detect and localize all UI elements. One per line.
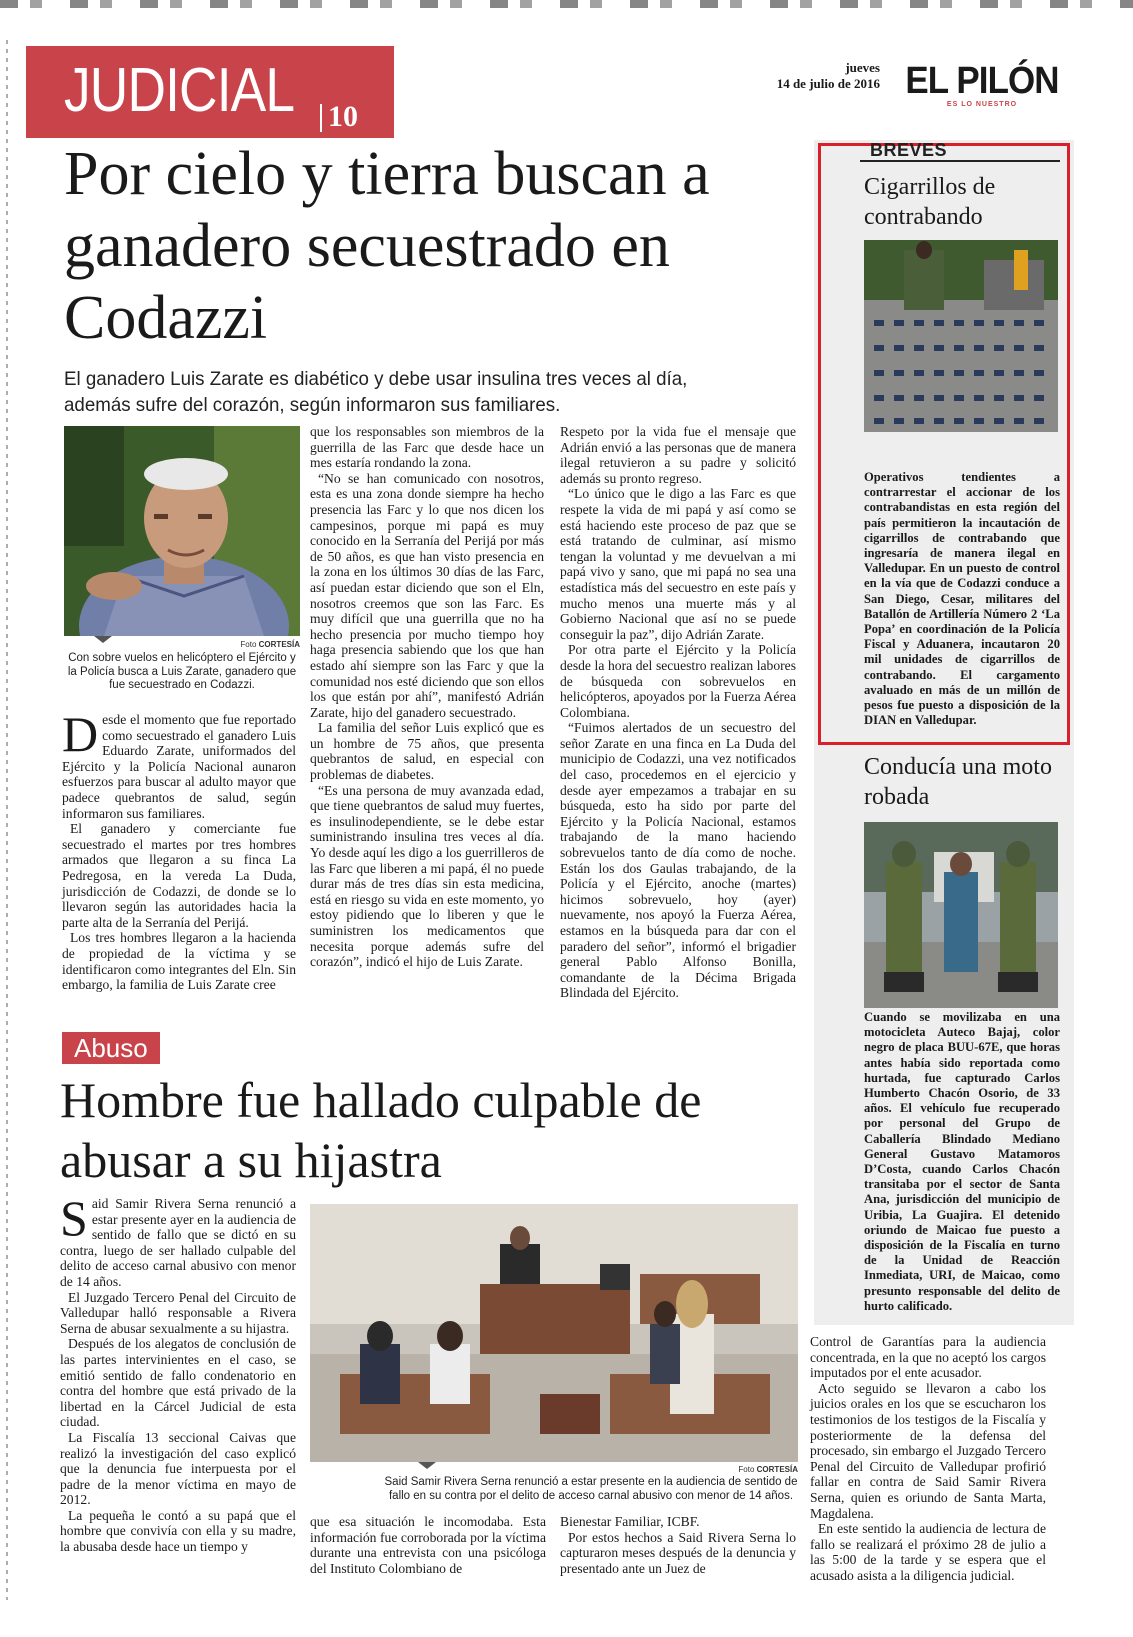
- photo-caption: Con sobre vuelos en helicóptero el Ejército y la Policía busca a Luis Zarate, ganadero que fue secuestrado en Codazzi.: [67, 652, 297, 691]
- moto-photo: [864, 822, 1058, 1008]
- ganadero-photo: [64, 426, 300, 636]
- moto-image: [864, 822, 1058, 1008]
- abuse-drop-cap: S: [60, 1190, 88, 1246]
- breves-underline: [860, 160, 1060, 162]
- main-headline: Por cielo y tierra buscan a ganadero secuestrado en Codazzi: [64, 140, 710, 352]
- abuse-col2: que esa situación le incomodaba. Esta información fue corroborada por la víctima durante una entrevista con una psicóloga del Instituto Colombiano de: [310, 1514, 546, 1576]
- left-stitch: [6, 40, 8, 1600]
- page-number-divider: [320, 104, 322, 132]
- issue-weekday: jueves: [845, 60, 880, 75]
- court-photo-pointer: [418, 1462, 436, 1469]
- main-deck: El ganadero Luis Zarate es diabético y debe usar insulina tres veces al día, además sufre del corazón, según informaron sus familiares.: [64, 368, 688, 416]
- drop-cap: D: [62, 706, 99, 762]
- abuse-col4: Control de Garantías para la audiencia concentrada, en la que no aceptó los cargos imputados por el ente acusador. Acto seguido se llevaron a cabo los juicios orales en los que se escucharon los testimonios de los testigos de la Fiscalía y posteriormente de la defensa del procesado, sin embargo el Juzgado Tercero Penal del Circuito de Valledupar profirió fallar en contra de Said Samir Rivera Serna, quien es oriundo de Santa Marta, Magdalena. En este sentido la audiencia de lectura de fallo se realizará el próximo 28 de julio a las 5:00 de la tarde y se espera que el acusado asista a la diligencia judicial.: [810, 1334, 1046, 1583]
- breve2-text: Cuando se movilizaba en una motocicleta Auteco Bajaj, color negro de placa BUU-67E, que horas antes había sido reportada como hurtada, fue capturado Carlos Humberto Chacón Osorio, de 33 años. El vehículo fue recuperado por personal del Grupo de Caballería Blindado Mediano General Gustavo Matamoros D’Costa, cuando Carlos Chacón transitaba por el sector de Santa Ana, jurisdicción del municipio de Uribia, La Guajira. El detenido oriundo de Maicao fue puesto a disposición de la Fiscalía en turno de la Unidad de Reacción Inmediata, URI, de Maicao, como presunto responsable del delito de hurto calificado.: [864, 1010, 1060, 1313]
- masthead-logo: EL PILÓN: [905, 60, 1059, 102]
- main-col2: que los responsables son miembros de la guerrilla de las Farc que desde hace un mes estaría rondando la zona. “No se han comunicado con nosotros, esta es una zona donde siempre ha hecho presencia las Farc y lo que nos dicen los campesinos, porque mi papá es muy conocido en la Serranía del Perijá por más de 50 años, es que han visto presencia en la zona en los últimos 30 días de las Farc, así puedan estar diciendo que son el Eln, nosotros creemos que son las Farc. Es muy difícil que una guerrilla que no ha hecho presencia por mucho tiempo hoy haga presencia sabiendo que los que han estado ahí siempre son las Farc y que la comunidad nos esté diciendo que son ellos los que están por ahí”, manifestó Adrián Zarate, hijo del ganadero secuestrado. La familia del señor Luis explicó que es un hombre de 75 años, que presenta quebrantos de salud, en especial con problemas de diabetes. “Es una persona de muy avanzada edad, que tiene quebrantos de salud muy fuertes, es insulinodependiente, se le debe estar suministrando insulina tres veces al día. Yo desde aquí les digo a los guerrilleros de las Farc que liberen a mi papá, él no puede durar más de tres días sin esta medicina, está en riesgo su vida en este momento, yo estoy pidiendo que lo liberen y que le suministren los medicamentos que necesita porque además sufre del corazón”, indicó el hijo de Luis Zarate.: [310, 424, 544, 970]
- breve1-title: Cigarrillos de contrabando: [864, 174, 996, 230]
- page-number: 10: [328, 100, 358, 133]
- courtroom-photo: [310, 1204, 798, 1462]
- photo-credit: Foto CORTESÍA: [240, 640, 300, 649]
- court-photo-credit: Foto CORTESÍA: [738, 1465, 798, 1474]
- top-edge: [0, 0, 1133, 8]
- breve2-title: Conducía una moto robada: [864, 754, 1052, 810]
- cigarrillos-image: [864, 240, 1058, 432]
- court-photo-caption: Said Samir Rivera Serna renunció a estar presente en la audiencia de sentido de fallo en su contra por el delito de acceso carnal abusivo con menor de 14 años.: [384, 1476, 798, 1502]
- courtroom-image: [310, 1204, 798, 1462]
- main-col1: Desde el momento que fue reportado como secuestrado el ganadero Luis Eduardo Zarate, uniformados del Ejército y la Policía Nacional aunaron esfuerzos para buscar al adulto mayor que padece quebrantos de salud, según informaron sus familiares. El ganadero y comerciante fue secuestrado el martes por tres hombres armados que llegaron a su finca La Pedregosa, en la vereda La Duda, jurisdicción de Codazzi, de donde se lo llevaron según las autoridades hacia la parte alta de la Serranía del Perijá. Los tres hombres llegaron a la hacienda de propiedad de la víctima y se identificaron como integrantes del Eln. Sin embargo, la familia de Luis Zarate cree: [62, 706, 296, 993]
- main-col3: Respeto por la vida fue el mensaje que Adrián envió a las personas que de manera ilegal retuvieron a su padre y solicitó además su pronto regreso. “Lo único que le digo a las Farc es que respete la vida de mi papá y así como se está haciendo este proceso de paz que se está tratando de culminar, así mismo tengan la voluntad y me devuelvan a mi papá vivo y sano, que mi papá no sea una estadística más del secuestro en este país y mucho menos una muerte más y al Gobierno Nacional que así no se puede conseguir la paz”, dijo Adrián Zarate. Por otra parte el Ejército y la Policía desde la hora del secuestro realizan labores de búsqueda con sobrevuelos en helicópteros, apoyados por la Fuerza Aérea Colombiana. “Fuimos alertados de un secuestro del señor Zarate en una finca en La Duda del municipio de Codazzi, una vez notificados del caso, procedemos en el ejercicio y desde ayer empezamos a trabajar en su búsqueda, esto ha sido por parte del Ejército y la Policía Nacional, estamos trabajando de la mano haciendo sobrevuelos tanto de día como de noche. Están los dos Gaulas trabajando, de la Policía y el Ejército, anoche (martes) hicimos sobrevuelo, hoy (ayer) nuevamente, nos apoyó la Fuerza Aérea, estamos en la búsqueda para dar con el paradero del señor”, informó el brigadier general Pablo Alfonso Bonilla, comandante de la Décima Brigada Blindada del Ejército.: [560, 424, 796, 1001]
- breve1-text: Operativos tendientes a contrarrestar el accionar de los contrabandistas en esta región del país permitieron la incautación de cigarrillos de contrabando que ingresaría de manera ilegal en Valledupar. En un puesto de control en la vía que de Codazzi conduce a San Diego, Cesar, militares del Batallón de Artillería Número 2 ‘La Popa’ en coordinación de la Policía Fiscal y Aduanera, incautaron 20 mil unidades de cigarrillos de contrabando. El cargamento avaluado en más de un millón de pesos fue puesto a disposición de la DIAN en Valledupar.: [864, 470, 1060, 728]
- photo-pointer: [94, 636, 112, 643]
- abuse-col1: Said Samir Rivera Serna renunció a estar presente ayer en la audiencia de sentido de fallo que se dictó en su contra, luego de ser hallado culpable del delito de acceso carnal abusivo con menor de 14 años. El Juzgado Tercero Penal del Circuito de Valledupar halló responsable a Rivera Serna de abusar sexualmente a su hijastra. Después de los alegatos de conclusión de las partes intervinientes en el caso, se emitió sentido de fallo condenatorio en contra del hombre que está privado de la libertad en la Cárcel Judicial de esta ciudad. La Fiscalía 13 seccional Caivas que realizó la investigación del caso explicó que la denuncia fue interpuesta por el padre de la menor víctima en mayo de 2012. La pequeña le contó a su papá que el hombre que convivía con ella y su madre, la abusaba desde hace un tiempo y: [60, 1190, 296, 1555]
- breves-label: BREVES: [870, 140, 948, 160]
- portrait-image: [64, 426, 300, 636]
- cigarrillos-photo: [864, 240, 1058, 432]
- masthead-tagline: ES LO NUESTRO: [946, 101, 1018, 108]
- abuse-col3: Bienestar Familiar, ICBF. Por estos hechos a Said Rivera Serna lo capturaron meses después de la denuncia y presentado ante un Juez de: [560, 1514, 796, 1576]
- abuse-kicker: Abuso: [62, 1032, 160, 1064]
- issue-date: 14 de julio de 2016: [776, 76, 880, 91]
- abuse-headline: Hombre fue hallado culpable de abusar a su hijastra: [60, 1072, 702, 1188]
- section-title: JUDICIAL: [64, 56, 295, 125]
